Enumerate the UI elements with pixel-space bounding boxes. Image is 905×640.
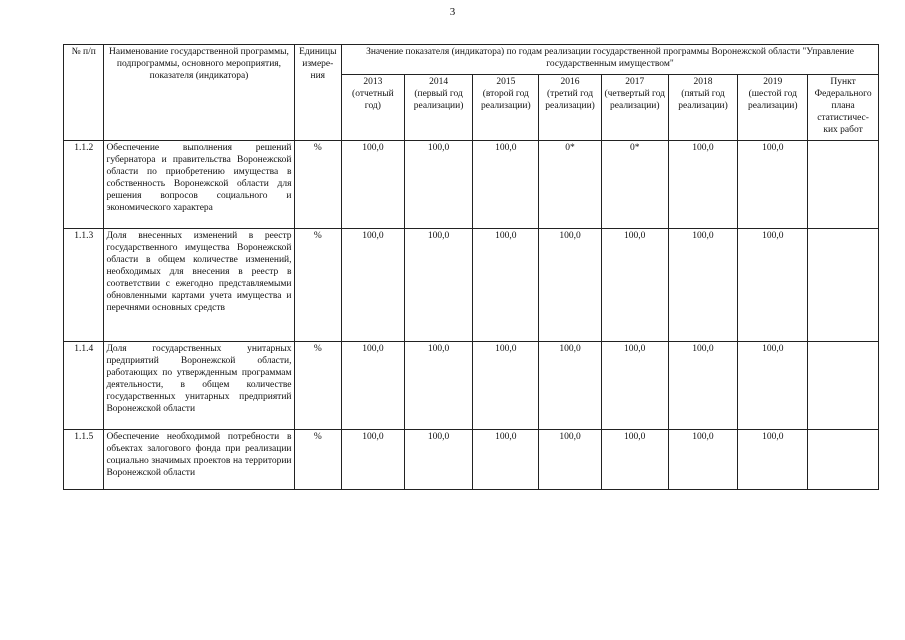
value-2013: 100,0 (342, 141, 405, 229)
header-year-2016: 2016 (третий год реализации) (539, 75, 602, 141)
row-number: 1.1.5 (64, 430, 104, 490)
value-2018: 100,0 (668, 430, 738, 490)
table-row (64, 342, 879, 430)
value-2019: 100,0 (738, 229, 808, 342)
value-2015: 100,0 (473, 229, 539, 342)
value-2017: 100,0 (601, 430, 668, 490)
value-2015: 100,0 (473, 430, 539, 490)
header-year-2019: 2019 (шестой год реализации) (738, 75, 808, 141)
table-row (64, 430, 879, 490)
indicator-name: Доля внесенных изменений в реестр государственного имущества Воронежской области в общем количестве изменений, необходимых для внесения в реестр в соответствии с ежегодно представляемыми обновленными картами учета имущества и перечнями основных средств (104, 229, 294, 342)
value-2015: 100,0 (473, 342, 539, 430)
value-2016: 0* (539, 141, 602, 229)
header-name: Наименование государственной программы, подпрограммы, основного мероприятия, показателя (индикатора) (104, 45, 294, 141)
unit-cell: % (294, 430, 342, 490)
header-year-2014: 2014 (первый год реализации) (404, 75, 473, 141)
value-2018: 100,0 (668, 342, 738, 430)
value-2018: 100,0 (668, 141, 738, 229)
value-2017: 100,0 (601, 342, 668, 430)
value-2016: 100,0 (539, 229, 602, 342)
value-2014: 100,0 (404, 229, 473, 342)
federal-plan-cell (808, 229, 879, 342)
value-2016: 100,0 (539, 430, 602, 490)
federal-plan-cell (808, 342, 879, 430)
value-2016: 100,0 (539, 342, 602, 430)
unit-cell: % (294, 229, 342, 342)
value-2013: 100,0 (342, 229, 405, 342)
header-year-2013: 2013 (отчетный год) (342, 75, 405, 141)
header-values: Значение показателя (индикатора) по годам реализации государственной программы Воронежской области "Управление государственным имуществом" (342, 45, 879, 75)
row-number: 1.1.4 (64, 342, 104, 430)
value-2019: 100,0 (738, 342, 808, 430)
indicator-name: Обеспечение необходимой потребности в объектах залогового фонда при реализации социально значимых проектов на территории Воронежской области (104, 430, 294, 490)
row-number: 1.1.3 (64, 229, 104, 342)
page-number: 3 (449, 6, 456, 18)
value-2013: 100,0 (342, 342, 405, 430)
value-2014: 100,0 (404, 430, 473, 490)
value-2019: 100,0 (738, 430, 808, 490)
value-2017: 0* (601, 141, 668, 229)
header-no: № п/п (64, 45, 104, 141)
federal-plan-cell (808, 430, 879, 490)
value-2014: 100,0 (404, 342, 473, 430)
value-2014: 100,0 (404, 141, 473, 229)
value-2015: 100,0 (473, 141, 539, 229)
table-row (64, 229, 879, 342)
value-2017: 100,0 (601, 229, 668, 342)
header-units: Единицы измере-ния (294, 45, 342, 141)
header-year-2017: 2017 (четвертый год реализации) (601, 75, 668, 141)
indicator-table (63, 44, 879, 490)
value-2018: 100,0 (668, 229, 738, 342)
unit-cell: % (294, 342, 342, 430)
indicator-name: Доля государственных унитарных предприятий Воронежской области, работающих по утвержденным программам деятельности, в общем количестве государственных унитарных предприятий Воронежской области (104, 342, 294, 430)
unit-cell: % (294, 141, 342, 229)
header-year-2018: 2018 (пятый год реализации) (668, 75, 738, 141)
value-2013: 100,0 (342, 430, 405, 490)
row-number: 1.1.2 (64, 141, 104, 229)
header-federal-plan: Пункт Федерального плана статистичес-ких работ (808, 75, 879, 141)
federal-plan-cell (808, 141, 879, 229)
table-row (64, 141, 879, 229)
indicator-name: Обеспечение выполнения решений губернатора и правительства Воронежской области по приобретению имущества в собственность Воронежской области для решения вопросов социального и экономического характера (104, 141, 294, 229)
value-2019: 100,0 (738, 141, 808, 229)
header-year-2015: 2015 (второй год реализации) (473, 75, 539, 141)
